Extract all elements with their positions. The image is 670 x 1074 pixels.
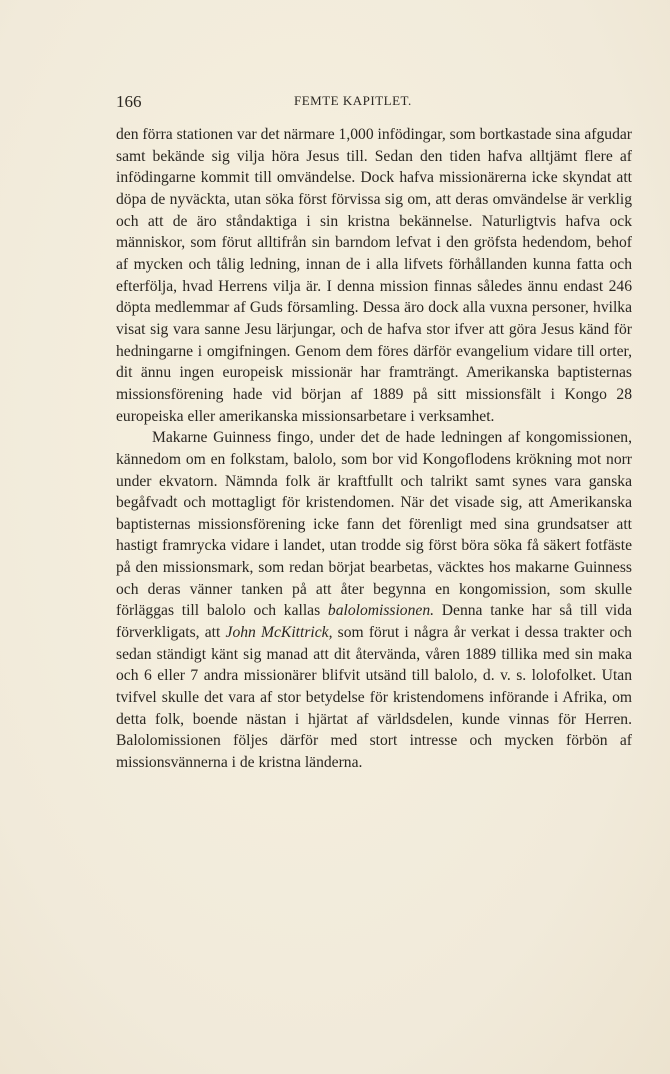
body-text bbox=[116, 124, 632, 774]
paragraph-2-part-1: Makarne Guinness fingo, under det de hade ledningen af kongomissionen, kännedom om en folkstam, balolo, som bor vid Kongoflodens krökning mot norr under ekvatorn. Nämnda folk är kraftfullt och talrikt samt synes vara ganska begåfvadt och mottagligt för kristendomen. När det visade sig, att Amerikanska baptisternas missionsförening icke fann det förenligt med sina grundsatser att hastigt framrycka vidare i landet, utan trodde sig först böra söka få säkert fotfäste på den missionsmark, som redan börjat bearbetas, väcktes hos makarne Guinness och deras vänner tanken på att åter begynna en kongomission, som skulle förläggas till balolo och kallas bbox=[116, 429, 632, 620]
paragraph-1: den förra stationen var det närmare 1,000 infödingar, som bortkastade sina afgudar samt bekände sig vilja höra Jesus till. Sedan den tiden hafva alltjämt flere af infödingarne kommit till omvändelse. Dock hafva missionärerna icke skyndat att döpa de nyväckta, utan söka först förvissa sig om, att deras omvändelse är verklig och att de äro ståndaktiga i sin kristna bekännelse. Naturligtvis hafva ock människor, som förut alltifrån sin barndom lefvat i den gröfsta hedendom, behof af mycken och tålig ledning, innan de i alla lifvets förhållanden kunna fatta och efterfölja, hvad Herrens vilja är. I denna mission finnas således ännu endast 246 döpta medlemmar af Guds församling. Dessa äro dock alla vuxna personer, hvilka visat sig vara sanne Jesu lärjungar, och de hafva stor ifver att göra Jesus känd för hedningarne i omgifningen. Genom dem föres därför evangelium vidare till orter, dit ännu ingen europeisk missionär har framträngt. Amerikanska baptisternas missionsförening hade vid början af 1889 på sitt missionsfält i Kongo 28 europeiska eller amerikanska missionsarbetare i verksamhet. bbox=[116, 126, 632, 425]
page-header bbox=[116, 92, 632, 116]
italic-term-balolomissionen: balolomissionen. bbox=[327, 602, 435, 620]
running-head: FEMTE KAPITLET. bbox=[294, 93, 412, 108]
paragraph-2-part-3: som förut i några år verkat i dessa trakter och sedan ständigt känt sig manad att dit återvända, våren 1889 tillika med sin maka och 6 eller 7 andra missionärer blifvit utsänd till balolo, d. v. s. lolofolket. Utan tvifvel skulle det vara af stor betydelse för kristendomens införande i Afrika, om detta folk, boende nästan i hjärtat af världsdelen, kunde vinnas för Herren. Balolomissionen följes därför med stort intresse och mycken förbön af missionsvännerna i de kristna länderna. bbox=[116, 624, 632, 772]
paragraph-2 bbox=[116, 427, 632, 774]
page-number: 166 bbox=[116, 92, 142, 111]
paragraph-2-part-2: Denna tanke har så till vida förverkligats, att bbox=[116, 602, 632, 642]
italic-name-john-mckittrick: John McKittrick, bbox=[225, 624, 333, 642]
